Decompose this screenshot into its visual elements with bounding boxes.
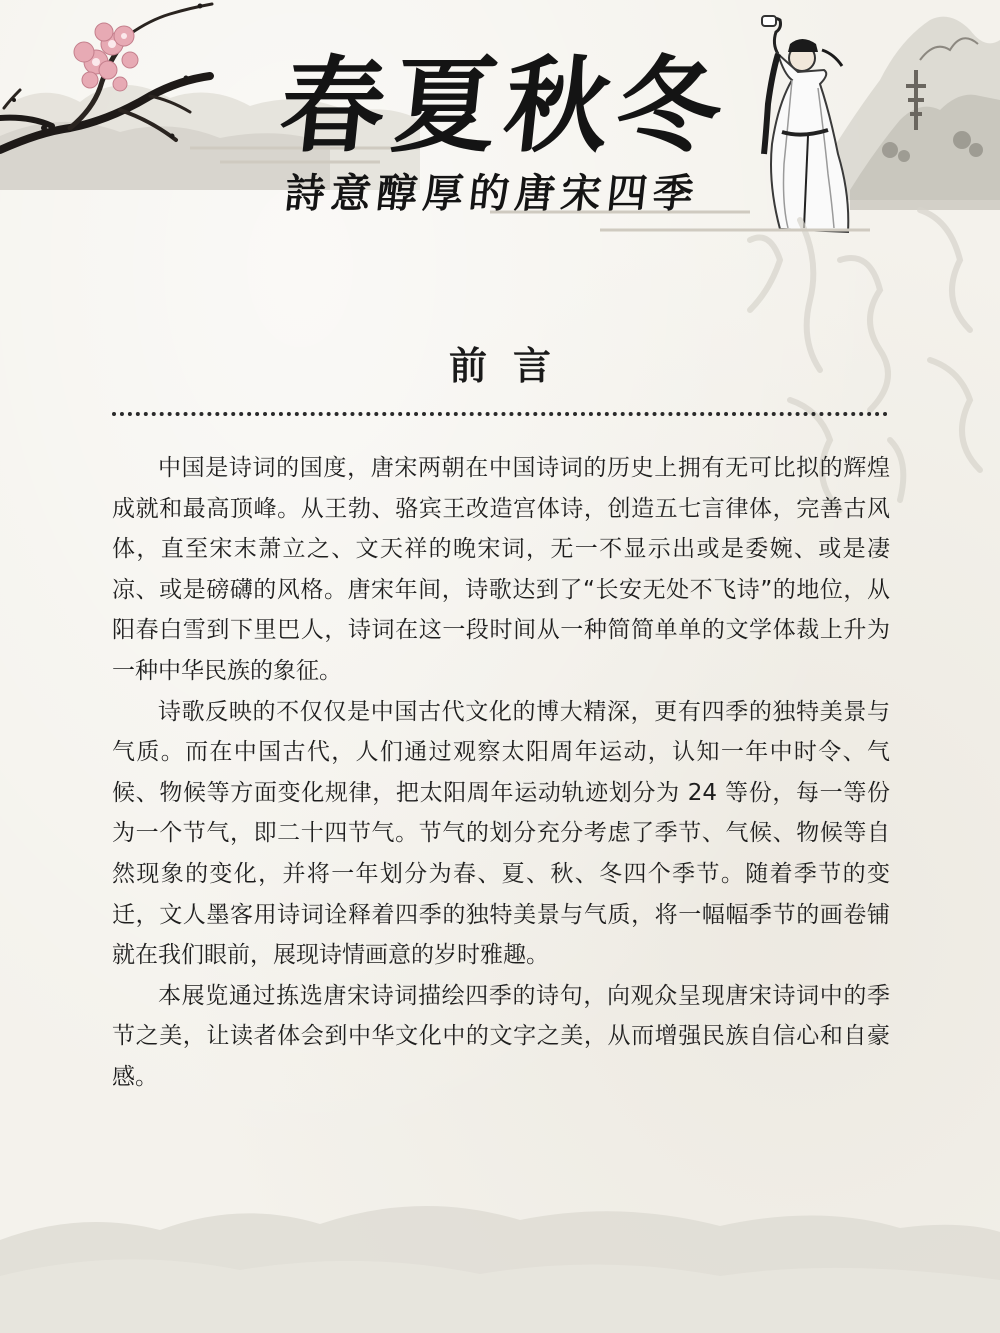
ink-mountains-icon: [0, 1180, 1000, 1333]
subtitle: 詩意醇厚的唐宋四季: [282, 170, 702, 217]
paragraph-2: 诗歌反映的不仅仅是中国古代文化的博大精深，更有四季的独特美景与气质。而在中国古代，人们通过观察太阳周年运动，认知一年中时令、气候、物候等方面变化规律，把太阳周年运动轨迹划分为 24 等份，每一等份为一个节气，即二十四节气。节气的划分充分考虑了季节、气候、物候等自然现象的变化，并将一年划分为春、夏、秋、冬四个季节。随着季节的变迁，文人墨客用诗词诠释着四季的独特美景与气质，将一幅幅季节的画卷铺就在我们眼前，展现诗情画意的岁时雅趣。: [112, 698, 890, 969]
dotted-divider: [112, 412, 888, 416]
body-text: [112, 448, 890, 1098]
main-title: 春夏秋冬: [274, 44, 736, 167]
paragraph-1: 中国是诗词的国度，唐宋两朝在中国诗词的历史上拥有无可比拟的辉煌成就和最高顶峰。从王勃、骆宾王改造宫体诗，创造五七言律体，完善古风体，直至宋末萧立之、文天祥的晚宋词，无一不显示出或是委婉、或是凄凉、或是磅礴的风格。唐宋年间，诗歌达到了“长安无处不飞诗”的地位，从阳春白雪到下里巴人，诗词在这一段时间从一种简简单单的文学体裁上升为一种中华民族的象征。: [112, 455, 890, 684]
paragraph-3: 本展览通过拣选唐宋诗词描绘四季的诗句，向观众呈现唐宋诗词中的季节之美，让读者体会到中华文化中的文字之美，从而增强民族自信心和自豪感。: [112, 982, 890, 1090]
section-heading: 前言: [448, 343, 577, 388]
